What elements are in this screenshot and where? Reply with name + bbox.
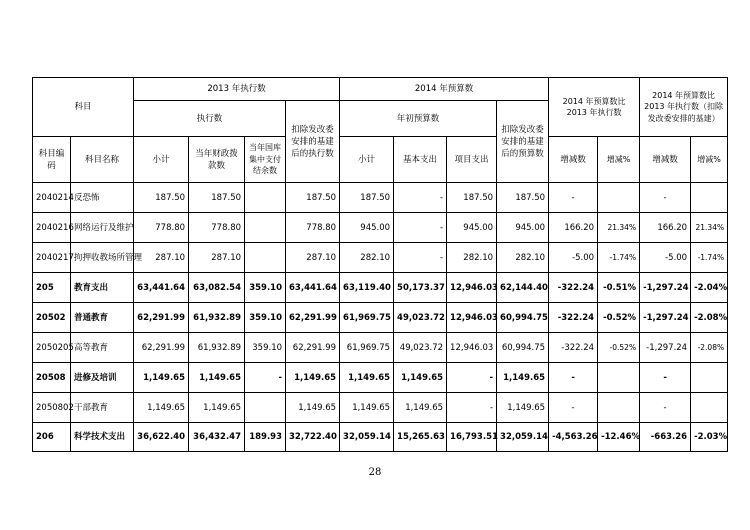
project-exp: 282.10 [447,243,497,273]
subtotal-2014: 282.10 [340,243,394,273]
table-row [33,363,728,393]
subtotal-2013: 63,441.64 [134,273,189,303]
row-code: 205 [33,273,71,303]
subtotal-2013: 287.10 [134,243,189,273]
change-amt-1: -322.24 [549,273,598,303]
row-name: 普通教育 [71,303,134,333]
header-change-amt-1: 增减数 [549,137,598,183]
change-amt-1: - [549,363,598,393]
project-exp: 187.50 [447,183,497,213]
row-name: 干部教育 [71,393,134,423]
project-exp: 16,793.51 [447,423,497,452]
basic-exp: 15,265.63 [394,423,447,452]
change-pct-1: -0.52% [598,333,640,363]
subtotal-2014: 945.00 [340,213,394,243]
header-change-pct-1: 增减% [598,137,640,183]
subtotal-2013: 1,149.65 [134,393,189,423]
fiscal-alloc: 61,932.89 [189,333,245,363]
row-code: 2050802 [33,393,71,423]
deduct-budget: 60,994.75 [497,303,549,333]
change-amt-1: -4,563.26 [549,423,598,452]
table-row [33,393,728,423]
row-name: 拘押收教场所管理 [71,243,134,273]
row-name: 高等教育 [71,333,134,363]
budget-table [32,77,728,452]
project-exp: - [447,393,497,423]
change-pct-2 [691,393,728,423]
change-amt-2: - [640,183,691,213]
table-row [33,273,728,303]
deduct-exec: 287.10 [286,243,340,273]
basic-exp: 49,023.72 [394,333,447,363]
subtotal-2013: 36,622.40 [134,423,189,452]
subtotal-2014: 1,149.65 [340,363,394,393]
change-pct-2 [691,183,728,213]
change-pct-2: -2.03% [691,423,728,452]
subtotal-2014: 1,149.65 [340,393,394,423]
deduct-exec: 187.50 [286,183,340,213]
subtotal-2013: 62,291.99 [134,303,189,333]
project-exp: - [447,363,497,393]
change-pct-1: -1.74% [598,243,640,273]
project-exp: 12,946.03 [447,273,497,303]
deduct-budget: 1,149.65 [497,393,549,423]
fiscal-alloc: 36,432.47 [189,423,245,452]
project-exp: 945.00 [447,213,497,243]
project-exp: 12,946.03 [447,333,497,363]
central-balance: 359.10 [245,273,286,303]
header-project-exp: 项目支出 [447,137,497,183]
change-amt-2: 166.20 [640,213,691,243]
table-row [33,333,728,363]
basic-exp: 1,149.65 [394,363,447,393]
deduct-budget: 32,059.14 [497,423,549,452]
change-amt-2: -1,297.24 [640,333,691,363]
fiscal-alloc: 187.50 [189,183,245,213]
subtotal-2013: 1,149.65 [134,363,189,393]
fiscal-alloc: 778.80 [189,213,245,243]
change-amt-2: -1,297.24 [640,273,691,303]
row-name: 科学技术支出 [71,423,134,452]
row-code: 206 [33,423,71,452]
fiscal-alloc: 287.10 [189,243,245,273]
table-row [33,213,728,243]
deduct-exec: 1,149.65 [286,393,340,423]
subtotal-2013: 187.50 [134,183,189,213]
header-exec-2013: 2013 年执行数 [134,78,340,101]
deduct-budget: 282.10 [497,243,549,273]
header-name: 科目名称 [71,137,134,183]
central-balance [245,393,286,423]
change-pct-1: 21.34% [598,213,640,243]
header-exec: 执行数 [134,101,286,137]
change-pct-2: -2.04% [691,273,728,303]
row-code: 20508 [33,363,71,393]
change-pct-1 [598,393,640,423]
fiscal-alloc: 1,149.65 [189,363,245,393]
row-code: 2050205 [33,333,71,363]
change-pct-1: -12.46% [598,423,640,452]
header-row-1 [33,78,728,101]
change-pct-2: -2.08% [691,303,728,333]
fiscal-alloc: 1,149.65 [189,393,245,423]
deduct-exec: 62,291.99 [286,303,340,333]
deduct-budget: 945.00 [497,213,549,243]
subtotal-2013: 778.80 [134,213,189,243]
row-code: 2040216 [33,213,71,243]
central-balance [245,243,286,273]
subtotal-2014: 63,119.40 [340,273,394,303]
fiscal-alloc: 61,932.89 [189,303,245,333]
project-exp: 12,946.03 [447,303,497,333]
header-fiscal-alloc: 当年财政拨款数 [189,137,245,183]
change-amt-1: -322.24 [549,333,598,363]
basic-exp: 50,173.37 [394,273,447,303]
row-code: 20502 [33,303,71,333]
header-basic-exp: 基本支出 [394,137,447,183]
row-name: 网络运行及维护 [71,213,134,243]
change-pct-1: -0.52% [598,303,640,333]
header-central-balance: 当年国库集中支付结余数 [245,137,286,183]
header-compare-2014-2013-adjusted: 2014 年预算数比 2013 年执行数（扣除发改委安排的基建） [640,78,728,137]
deduct-exec: 63,441.64 [286,273,340,303]
header-subject: 科目 [33,78,134,137]
basic-exp: - [394,243,447,273]
central-balance [245,213,286,243]
row-name: 进修及培训 [71,363,134,393]
basic-exp: 49,023.72 [394,303,447,333]
change-amt-1: - [549,393,598,423]
change-amt-1: - [549,183,598,213]
deduct-exec: 778.80 [286,213,340,243]
header-budget-2014: 2014 年预算数 [340,78,549,101]
change-amt-2: - [640,393,691,423]
subtotal-2014: 61,969.75 [340,303,394,333]
central-balance: 359.10 [245,303,286,333]
change-pct-2 [691,363,728,393]
central-balance [245,183,286,213]
subtotal-2014: 32,059.14 [340,423,394,452]
header-deduct-budget: 扣除发改委安排的基建后的预算数 [497,101,549,183]
header-compare-2014-2013: 2014 年预算数比 2013 年执行数 [549,78,640,137]
row-code: 2040214 [33,183,71,213]
basic-exp: 1,149.65 [394,393,447,423]
deduct-exec: 1,149.65 [286,363,340,393]
subtotal-2014: 187.50 [340,183,394,213]
row-name: 反恐怖 [71,183,134,213]
deduct-exec: 32,722.40 [286,423,340,452]
table-row [33,303,728,333]
table-row [33,243,728,273]
central-balance: - [245,363,286,393]
central-balance: 359.10 [245,333,286,363]
change-amt-2: -663.26 [640,423,691,452]
header-row-3 [33,137,728,183]
subtotal-2014: 61,969.75 [340,333,394,363]
fiscal-alloc: 63,082.54 [189,273,245,303]
change-pct-2: -2.08% [691,333,728,363]
header-subtotal-2014: 小计 [340,137,394,183]
change-amt-2: -1,297.24 [640,303,691,333]
row-code: 2040217 [33,243,71,273]
page-number: 28 [368,467,382,478]
table-row [33,183,728,213]
subtotal-2013: 62,291.99 [134,333,189,363]
row-name: 教育支出 [71,273,134,303]
basic-exp: - [394,183,447,213]
deduct-budget: 60,994.75 [497,333,549,363]
deduct-exec: 62,291.99 [286,333,340,363]
basic-exp: - [394,213,447,243]
header-code: 科目编码 [33,137,71,183]
central-balance: 189.93 [245,423,286,452]
change-amt-2: - [640,363,691,393]
change-pct-2: 21.34% [691,213,728,243]
header-deduct-exec: 扣除发改委安排的基建后的执行数 [286,101,340,183]
change-pct-1 [598,183,640,213]
deduct-budget: 187.50 [497,183,549,213]
change-amt-1: -322.24 [549,303,598,333]
header-change-amt-2: 增减数 [640,137,691,183]
deduct-budget: 62,144.40 [497,273,549,303]
deduct-budget: 1,149.65 [497,363,549,393]
change-pct-1 [598,363,640,393]
change-amt-2: -5.00 [640,243,691,273]
change-amt-1: 166.20 [549,213,598,243]
header-initial-budget: 年初预算数 [340,101,497,137]
table-row [33,423,728,452]
change-pct-1: -0.51% [598,273,640,303]
header-change-pct-2: 增减% [691,137,728,183]
header-subtotal-2013: 小计 [134,137,189,183]
change-amt-1: -5.00 [549,243,598,273]
change-pct-2: -1.74% [691,243,728,273]
